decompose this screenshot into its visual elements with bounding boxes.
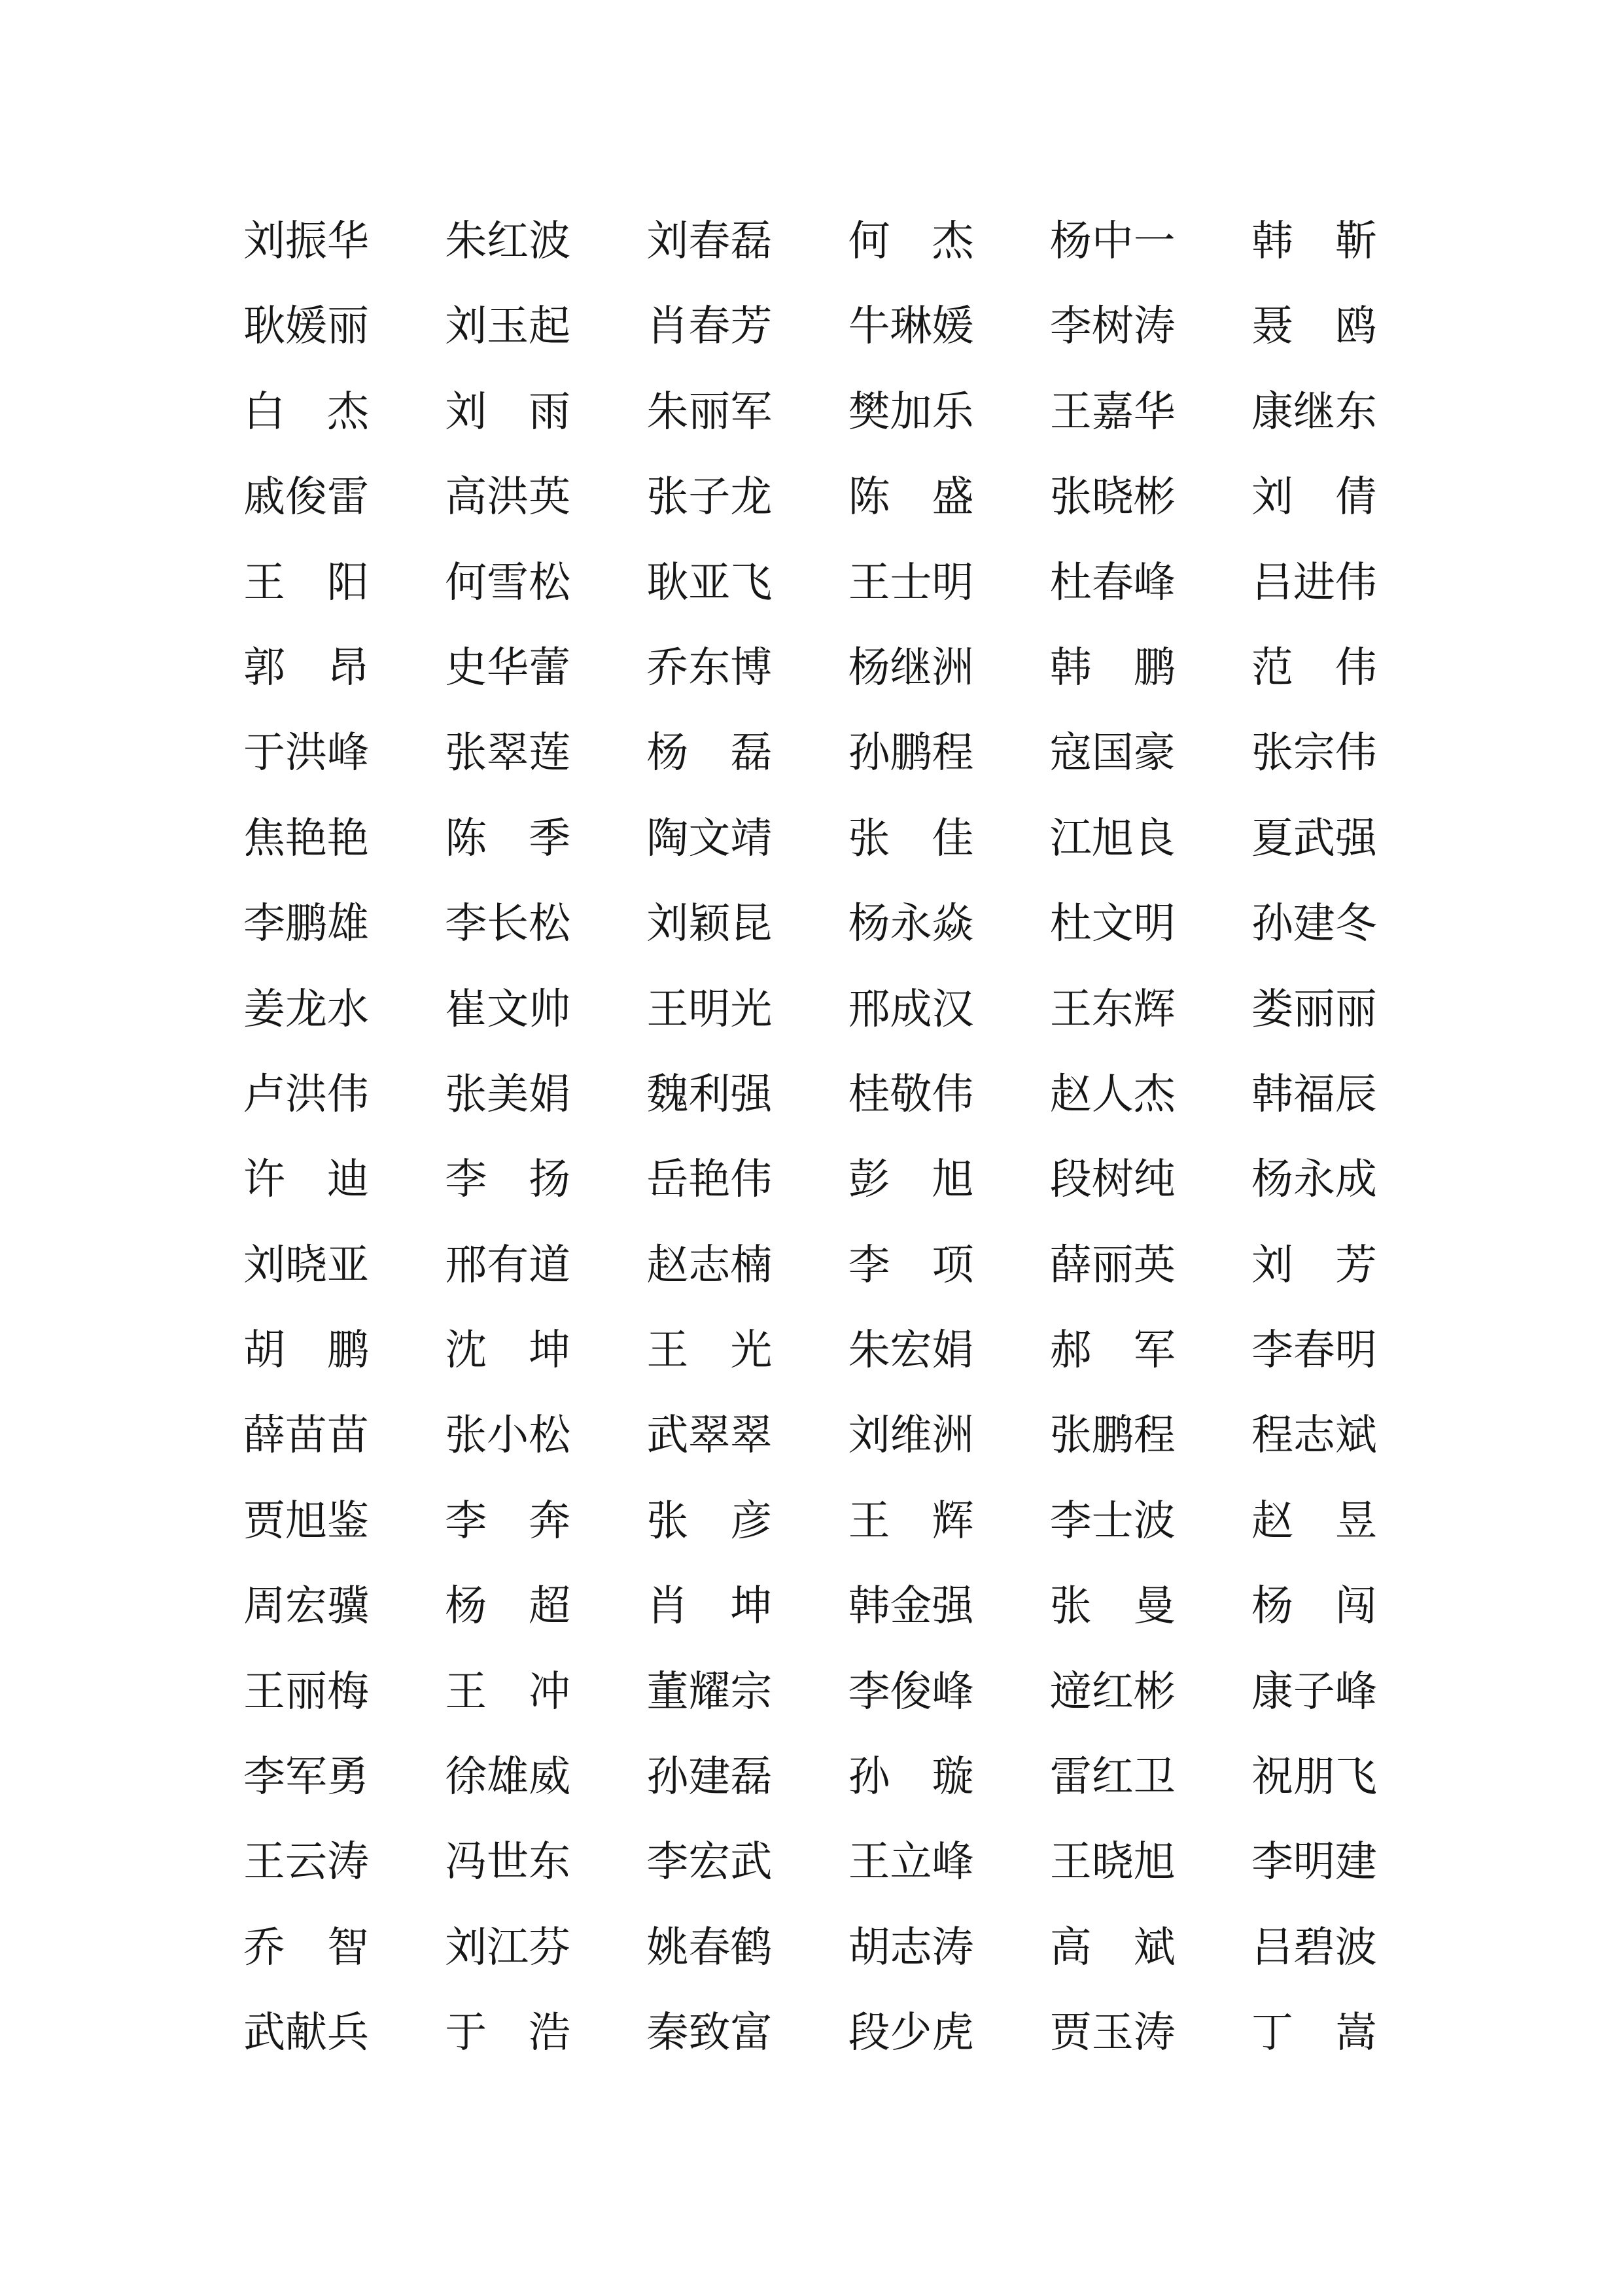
person-name: 张佳 xyxy=(848,815,974,862)
person-name: 寇国豪 xyxy=(1049,730,1176,777)
person-name: 韩金强 xyxy=(848,1583,974,1630)
name-row xyxy=(243,1393,1377,1478)
person-name: 薛丽英 xyxy=(1049,1241,1176,1288)
person-name: 康继东 xyxy=(1251,388,1377,435)
person-name: 刘雨 xyxy=(445,388,571,435)
person-name: 牛琳媛 xyxy=(848,303,974,350)
person-name: 武献兵 xyxy=(243,2009,369,2057)
person-name: 耿媛丽 xyxy=(243,303,369,350)
person-name: 魏利强 xyxy=(646,1070,773,1118)
person-name: 朱丽军 xyxy=(646,388,773,435)
person-name: 韩福辰 xyxy=(1251,1070,1377,1118)
person-name: 彭旭 xyxy=(848,1156,974,1203)
person-name: 李军勇 xyxy=(243,1754,369,1801)
person-name: 李俊峰 xyxy=(848,1668,974,1715)
name-row xyxy=(243,1820,1377,1905)
person-name: 高洪英 xyxy=(445,474,571,521)
person-name: 吕进伟 xyxy=(1251,559,1377,606)
person-name: 刘维洲 xyxy=(848,1412,974,1459)
person-name: 王辉 xyxy=(848,1497,974,1544)
person-name: 于浩 xyxy=(445,2009,571,2057)
person-name: 朱宏娟 xyxy=(848,1327,974,1374)
person-name: 张宗伟 xyxy=(1251,730,1377,777)
person-name: 赵人杰 xyxy=(1049,1070,1176,1118)
name-row xyxy=(243,1223,1377,1308)
person-name: 何杰 xyxy=(848,218,974,264)
person-name: 赵志楠 xyxy=(646,1241,773,1288)
person-name: 沈坤 xyxy=(445,1327,571,1374)
person-name: 朱红波 xyxy=(445,218,571,264)
person-name: 冯世东 xyxy=(445,1839,571,1886)
person-name: 聂鸥 xyxy=(1251,303,1377,350)
person-name: 张曼 xyxy=(1049,1583,1176,1630)
person-name: 康子峰 xyxy=(1251,1668,1377,1715)
name-row xyxy=(243,881,1377,966)
person-name: 孙璇 xyxy=(848,1754,974,1801)
person-name: 贾旭鉴 xyxy=(243,1497,369,1544)
person-name: 刘倩 xyxy=(1251,474,1377,521)
person-name: 董耀宗 xyxy=(646,1668,773,1715)
person-name: 李鹏雄 xyxy=(243,900,369,947)
name-row xyxy=(243,1052,1377,1137)
name-row xyxy=(243,199,1377,284)
person-name: 于洪峰 xyxy=(243,730,369,777)
person-name: 陈盛 xyxy=(848,474,974,521)
name-row xyxy=(243,796,1377,881)
person-name: 刘玉起 xyxy=(445,303,571,350)
person-name: 杜春峰 xyxy=(1049,559,1176,606)
person-name: 焦艳艳 xyxy=(243,815,369,862)
person-name: 贾玉涛 xyxy=(1049,2009,1176,2057)
person-name: 张美娟 xyxy=(445,1070,571,1118)
person-name: 丁嵩 xyxy=(1251,2009,1377,2057)
name-row xyxy=(243,1990,1377,2075)
name-row xyxy=(243,711,1377,796)
person-name: 夏武强 xyxy=(1251,815,1377,862)
person-name: 王晓旭 xyxy=(1049,1839,1176,1886)
person-name: 杨永成 xyxy=(1251,1156,1377,1203)
person-name: 陶文靖 xyxy=(646,815,773,862)
person-name: 肖坤 xyxy=(646,1583,773,1630)
person-name: 孙建冬 xyxy=(1251,900,1377,947)
person-name: 李树涛 xyxy=(1049,303,1176,350)
name-row xyxy=(243,1137,1377,1222)
person-name: 杨磊 xyxy=(646,730,773,777)
person-name: 杨超 xyxy=(445,1583,571,1630)
person-name: 孙鹏程 xyxy=(848,730,974,777)
person-name: 乔智 xyxy=(243,1924,369,1971)
person-name: 史华蕾 xyxy=(445,644,571,691)
name-row xyxy=(243,1650,1377,1735)
person-name: 刘振华 xyxy=(243,218,369,264)
person-name: 韩靳 xyxy=(1251,218,1377,264)
person-name: 张小松 xyxy=(445,1412,571,1459)
name-row xyxy=(243,455,1377,540)
person-name: 刘芳 xyxy=(1251,1241,1377,1288)
name-row xyxy=(243,540,1377,626)
person-name: 姚春鹤 xyxy=(646,1924,773,1971)
person-name: 张晓彬 xyxy=(1049,474,1176,521)
person-name: 武翠翠 xyxy=(646,1412,773,1459)
person-name: 白杰 xyxy=(243,388,369,435)
person-name: 杜文明 xyxy=(1049,900,1176,947)
person-name: 李士波 xyxy=(1049,1497,1176,1544)
person-name: 徐雄威 xyxy=(445,1754,571,1801)
person-name: 李宏武 xyxy=(646,1839,773,1886)
person-name: 王嘉华 xyxy=(1049,388,1176,435)
person-name: 刘江芬 xyxy=(445,1924,571,1971)
person-name: 杨继洲 xyxy=(848,644,974,691)
person-name: 许迪 xyxy=(243,1156,369,1203)
person-name: 高斌 xyxy=(1049,1924,1176,1971)
person-name: 李项 xyxy=(848,1241,974,1288)
name-row xyxy=(243,284,1377,369)
person-name: 江旭良 xyxy=(1049,815,1176,862)
person-name: 樊加乐 xyxy=(848,388,974,435)
person-name: 范伟 xyxy=(1251,644,1377,691)
person-name: 刘晓亚 xyxy=(243,1241,369,1288)
person-name: 岳艳伟 xyxy=(646,1156,773,1203)
person-name: 李长松 xyxy=(445,900,571,947)
person-name: 邢有道 xyxy=(445,1241,571,1288)
person-name: 乔东博 xyxy=(646,644,773,691)
name-row xyxy=(243,967,1377,1052)
person-name: 雷红卫 xyxy=(1049,1754,1176,1801)
person-name: 李扬 xyxy=(445,1156,571,1203)
person-name: 秦致富 xyxy=(646,2009,773,2057)
person-name: 段树纯 xyxy=(1049,1156,1176,1203)
person-name: 吕碧波 xyxy=(1251,1924,1377,1971)
person-name: 遆红彬 xyxy=(1049,1668,1176,1715)
person-name: 王立峰 xyxy=(848,1839,974,1886)
person-name: 耿亚飞 xyxy=(646,559,773,606)
name-row xyxy=(243,370,1377,455)
person-name: 王云涛 xyxy=(243,1839,369,1886)
person-name: 祝朋飞 xyxy=(1251,1754,1377,1801)
person-name: 段少虎 xyxy=(848,2009,974,2057)
person-name: 韩鹏 xyxy=(1049,644,1176,691)
person-name: 娄丽丽 xyxy=(1251,985,1377,1033)
person-name: 戚俊雷 xyxy=(243,474,369,521)
person-name: 陈季 xyxy=(445,815,571,862)
person-name: 杨永焱 xyxy=(848,900,974,947)
person-name: 杨中一 xyxy=(1049,218,1176,264)
person-name: 肖春芳 xyxy=(646,303,773,350)
name-row xyxy=(243,626,1377,711)
person-name: 张鹏程 xyxy=(1049,1412,1176,1459)
person-name: 郝军 xyxy=(1049,1327,1176,1374)
person-name: 郭昂 xyxy=(243,644,369,691)
person-name: 王阳 xyxy=(243,559,369,606)
person-name: 程志斌 xyxy=(1251,1412,1377,1459)
person-name: 张彦 xyxy=(646,1497,773,1544)
person-name: 李明建 xyxy=(1251,1839,1377,1886)
person-name: 张翠莲 xyxy=(445,730,571,777)
person-name: 赵昱 xyxy=(1251,1497,1377,1544)
name-row xyxy=(243,1564,1377,1649)
name-row xyxy=(243,1308,1377,1393)
name-grid xyxy=(243,199,1377,2076)
person-name: 王丽梅 xyxy=(243,1668,369,1715)
person-name: 薛苗苗 xyxy=(243,1412,369,1459)
person-name: 王光 xyxy=(646,1327,773,1374)
person-name: 李奔 xyxy=(445,1497,571,1544)
person-name: 张子龙 xyxy=(646,474,773,521)
person-name: 崔文帅 xyxy=(445,985,571,1033)
person-name: 王明光 xyxy=(646,985,773,1033)
person-name: 刘春磊 xyxy=(646,218,773,264)
person-name: 周宏骥 xyxy=(243,1583,369,1630)
name-row xyxy=(243,1735,1377,1820)
person-name: 邢成汉 xyxy=(848,985,974,1033)
person-name: 李春明 xyxy=(1251,1327,1377,1374)
person-name: 卢洪伟 xyxy=(243,1070,369,1118)
name-row xyxy=(243,1905,1377,1990)
person-name: 桂敬伟 xyxy=(848,1070,974,1118)
person-name: 刘颖昆 xyxy=(646,900,773,947)
name-row xyxy=(243,1479,1377,1564)
person-name: 孙建磊 xyxy=(646,1754,773,1801)
person-name: 胡志涛 xyxy=(848,1924,974,1971)
person-name: 姜龙水 xyxy=(243,985,369,1033)
person-name: 王士明 xyxy=(848,559,974,606)
person-name: 何雪松 xyxy=(445,559,571,606)
person-name: 王东辉 xyxy=(1049,985,1176,1033)
person-name: 王冲 xyxy=(445,1668,571,1715)
person-name: 胡鹏 xyxy=(243,1327,369,1374)
person-name: 杨闯 xyxy=(1251,1583,1377,1630)
